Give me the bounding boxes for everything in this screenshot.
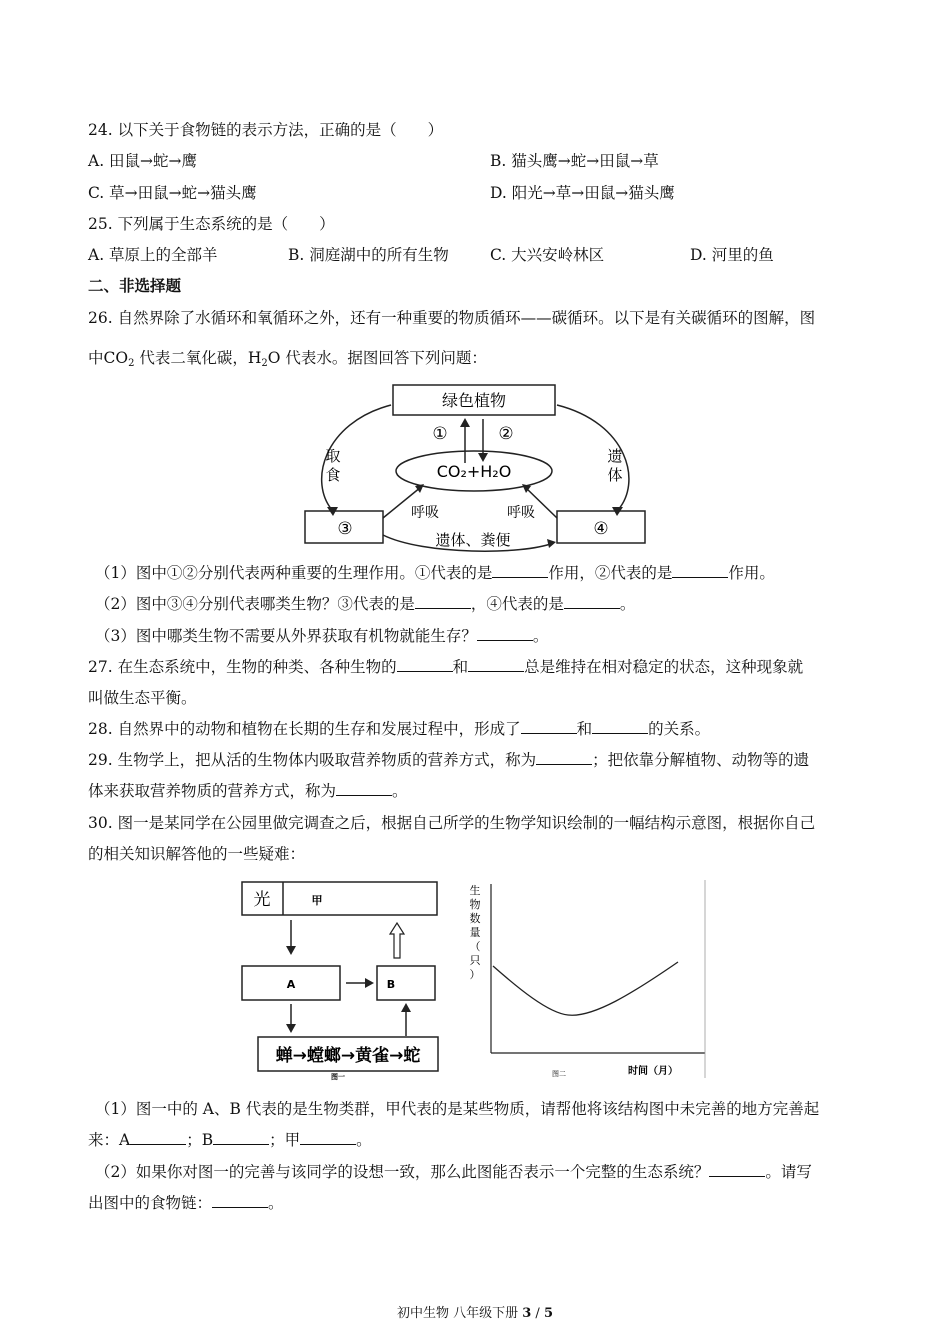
figure-two: [463, 878, 713, 1083]
q30-line2: 的相关知识解答他的一些疑难：: [88, 845, 306, 863]
q28: 28. 自然界中的动物和植物在长期的生存和发展过程中，形成了 和 的关系。: [88, 720, 711, 738]
carbon-cycle-diagram: [303, 383, 648, 555]
box-3-label: ③: [337, 519, 353, 539]
arrow-2-label: ②: [498, 424, 514, 444]
q30-sub2-line1: （2）如果你对图一的完善与该同学的设想一致，那么此图能否表示一个完整的生态系统？ 。请写: [95, 1163, 812, 1181]
q27-line1: 27. 在生态系统中，生物的种类、各种生物的 和 总是维持在相对稳定的状态，这种现象就: [88, 658, 804, 676]
page-footer: 初中生物 八年级下册 3 / 5: [396, 1306, 553, 1321]
fig2-ylabel-3: 数: [469, 912, 481, 925]
blank-29-1[interactable]: [536, 750, 592, 765]
q26-sub2: （2）图中③④分别代表哪类生物？③代表的是 ，④代表的是 。: [95, 595, 636, 613]
blank-28-1[interactable]: [521, 719, 577, 734]
remains-feces-label: 遗体、粪便: [435, 531, 511, 549]
arrow-chain-to-b-head: [401, 1003, 411, 1012]
q26-stem-line2: 中$CO_2$ 代表二氧化碳，$H_2O$ 代表水。据图回答下列问题：: [88, 349, 487, 369]
q26-stem-line1: 26. 自然界除了水循环和氧循环之外，还有一种重要的物质循环——碳循环。以下是有关碳循环的图解，图: [88, 309, 816, 327]
arrow-a-to-b-head: [365, 978, 374, 988]
arrow-a-to-chain-head: [286, 1024, 296, 1033]
blank-26-3[interactable]: [477, 626, 533, 641]
jia-label: 甲: [311, 894, 323, 907]
blank-30-1-a[interactable]: [130, 1130, 186, 1145]
light-box: [242, 882, 437, 915]
feeding-label-1: 取: [325, 447, 341, 465]
box-b-label: B: [386, 978, 396, 991]
blank-26-2-1[interactable]: [415, 594, 471, 609]
arrow-light-to-a-head: [286, 946, 296, 955]
q25-option-d[interactable]: D. 河里的鱼: [690, 246, 774, 264]
co2-h2o-label: CO₂+H₂O: [436, 462, 512, 481]
q25-option-c[interactable]: C. 大兴安岭林区: [490, 246, 605, 264]
q29-line1: 29. 生物学上，把从活的生物体内吸取营养物质的营养方式，称为 ；把依靠分解植物、动物等的遗: [88, 751, 810, 769]
fig2-ylabel-2: 物: [469, 898, 481, 911]
blank-30-1-b[interactable]: [213, 1130, 269, 1145]
q30-line1: 30. 图一是某同学在公园里做完调查之后，根据自己所学的生物学知识绘制的一幅结构示意图，根据你自己: [88, 814, 816, 832]
box-b: [377, 966, 435, 1000]
remains-label-2: 体: [607, 466, 623, 484]
figure-one: [238, 878, 443, 1083]
feeding-label-2: 食: [325, 466, 341, 484]
fig2-ylabel-5: （: [469, 940, 481, 953]
remains-label-1: 遗: [607, 447, 623, 465]
q26-sub3: （3）图中哪类生物不需要从外界获取有机物就能生存？ 。: [95, 627, 549, 645]
blank-26-2-2[interactable]: [564, 594, 620, 609]
q25-stem: 25. 下列属于生态系统的是（ ）: [88, 215, 335, 233]
fig2-ylabel-7: ）: [469, 968, 481, 981]
respiration-label-left: 呼吸: [411, 505, 439, 521]
fig2-population-curve: [493, 962, 678, 1015]
arrow-1-label: ①: [432, 424, 448, 444]
q24-option-b[interactable]: B. 猫头鹰→蛇→田鼠→草: [490, 152, 659, 170]
q30-sub1-line2: 来：A ；B ；甲 。: [88, 1131, 372, 1149]
q24-option-a[interactable]: A. 田鼠→蛇→鹰: [88, 152, 198, 170]
light-label: 光: [253, 890, 271, 910]
q30-sub2-line2: 出图中的食物链： 。: [88, 1194, 284, 1212]
fig2-xlabel: 时间（月）: [628, 1066, 678, 1077]
green-plant-label: 绿色植物: [441, 391, 507, 410]
fig2-ylabel-1: 生: [469, 884, 481, 897]
figure-two-caption: 图二: [552, 1070, 566, 1078]
section-heading: 二、非选择题: [88, 276, 182, 295]
blank-30-2-2[interactable]: [212, 1193, 268, 1208]
q29-line2: 体来获取营养物质的营养方式，称为 。: [88, 782, 408, 800]
q25-option-a[interactable]: A. 草原上的全部羊: [88, 246, 218, 264]
blank-27-1[interactable]: [397, 657, 453, 672]
blank-26-1-1[interactable]: [492, 563, 548, 578]
q27-line2: 叫做生态平衡。: [88, 689, 197, 707]
q24-stem: 24. 以下关于食物链的表示方法，正确的是（ ）: [88, 121, 444, 139]
fig2-ylabel-4: 量: [469, 926, 481, 939]
blank-27-2[interactable]: [468, 657, 524, 672]
q24-option-d[interactable]: D. 阳光→草→田鼠→猫头鹰: [490, 184, 675, 202]
respiration-label-right: 呼吸: [507, 505, 535, 521]
fig2-ylabel-6: 只: [469, 954, 481, 967]
blank-30-2-1[interactable]: [709, 1162, 765, 1177]
blank-30-1-jia[interactable]: [300, 1130, 356, 1145]
figure-one-caption: 图一: [331, 1073, 345, 1081]
food-chain-label: 蝉→螳螂→黄雀→蛇: [275, 1046, 421, 1066]
blank-26-1-2[interactable]: [672, 563, 728, 578]
box-4-label: ④: [593, 519, 609, 539]
q25-option-b[interactable]: B. 洞庭湖中的所有生物: [288, 246, 449, 264]
blank-29-2[interactable]: [336, 781, 392, 796]
q24-option-c[interactable]: C. 草→田鼠→蛇→猫头鹰: [88, 184, 257, 202]
q26-sub1: （1）图中①②分别代表两种重要的生理作用。①代表的是 作用，②代表的是 作用。: [95, 564, 775, 582]
q30-sub1-line1: （1）图一中的 A、B 代表的是生物类群，甲代表的是某些物质，请帮他将该结构图中未完善的地方完善起: [95, 1100, 820, 1118]
hollow-arrow-b-up: [390, 923, 404, 958]
blank-28-2[interactable]: [592, 719, 648, 734]
box-a-label: A: [286, 978, 296, 991]
